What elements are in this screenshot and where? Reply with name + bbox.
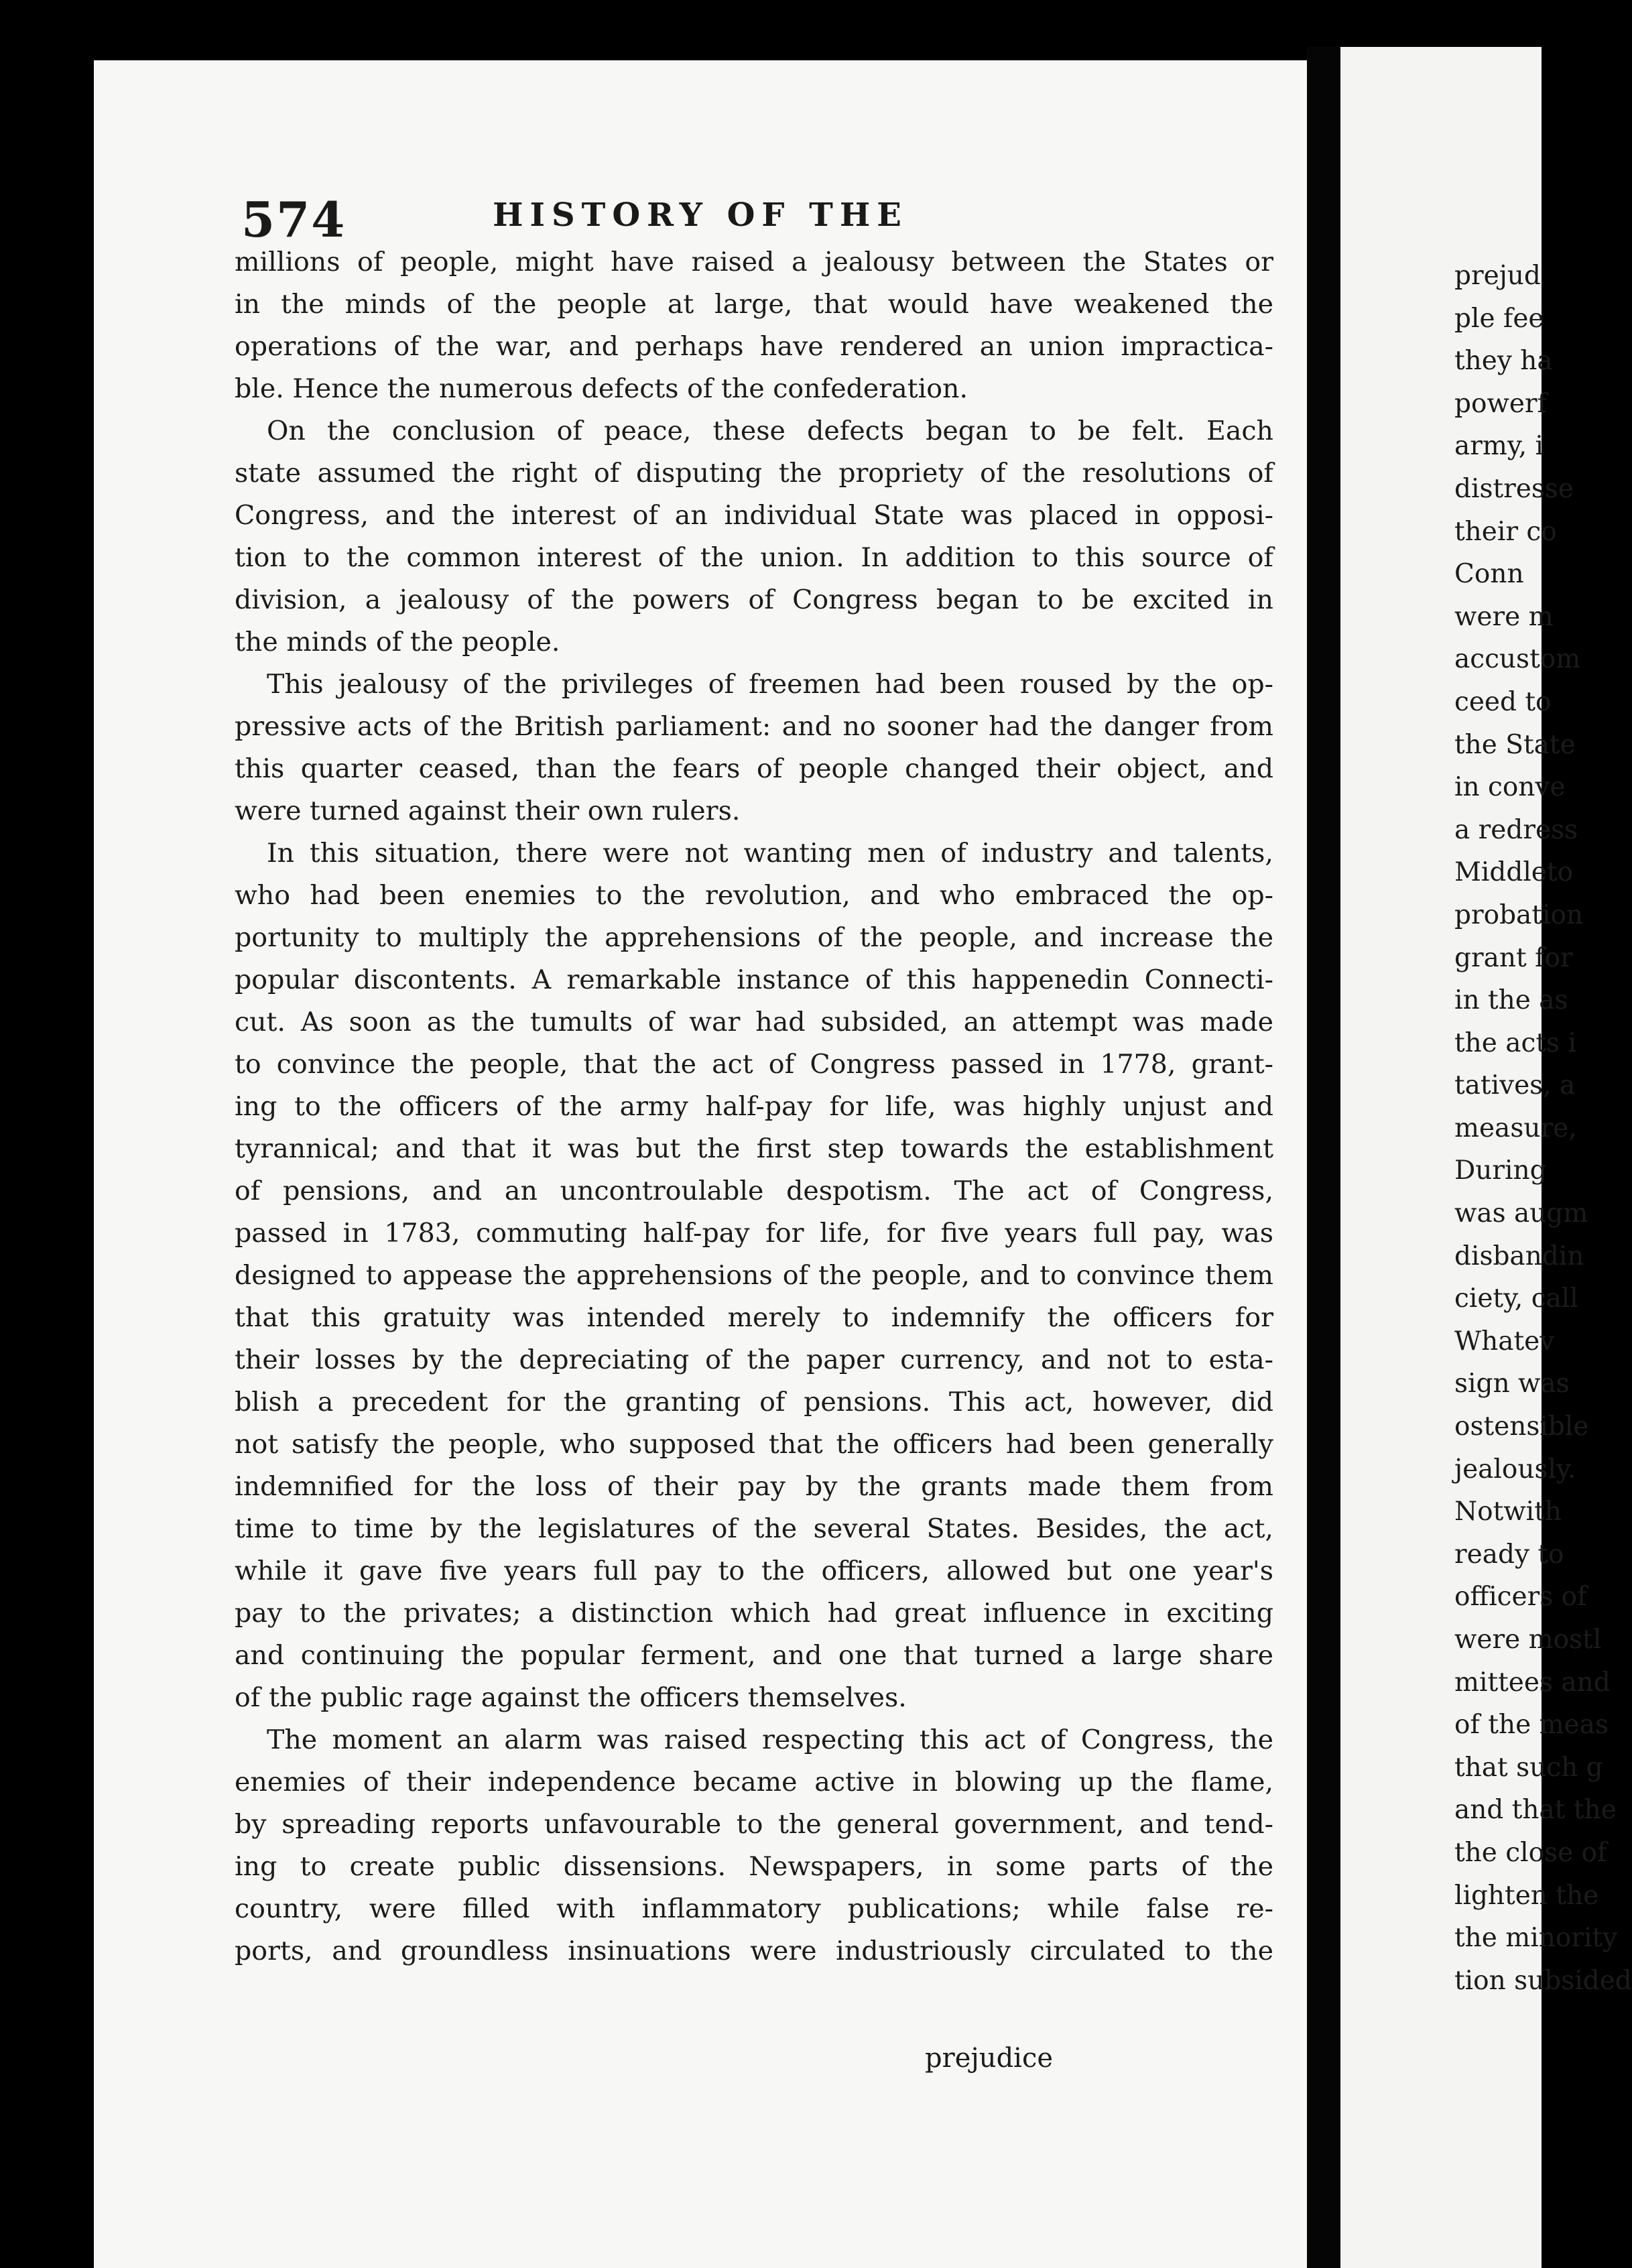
running-head: HISTORY OF THE xyxy=(493,196,908,234)
text-line: millions of people, might have raised a jealousy between the States or xyxy=(235,247,1273,277)
text-line: time to time by the legislatures of the several States. Besides, the act, xyxy=(235,1513,1273,1544)
facing-page-line: mittees and xyxy=(1454,1667,1611,1698)
facing-page-line: ple fee xyxy=(1454,303,1544,334)
facing-page-line: tion subsided xyxy=(1454,1965,1632,1996)
text-line: in the minds of the people at large, that would have weakened the xyxy=(235,289,1273,320)
text-line: blish a precedent for the granting of pensions. This act, however, did xyxy=(235,1387,1273,1418)
facing-page-line: measure, xyxy=(1454,1113,1577,1143)
text-line: portunity to multiply the apprehensions of the people, and increase the xyxy=(235,922,1273,953)
text-line: indemnified for the loss of their pay by the grants made them from xyxy=(235,1471,1273,1502)
facing-page-line: in the as xyxy=(1454,985,1568,1016)
facing-page-line: prejud xyxy=(1454,261,1541,291)
text-line: ing to the officers of the army half-pay for life, was highly unjust and xyxy=(235,1091,1273,1122)
facing-page-line: Middleto xyxy=(1454,857,1574,888)
text-line: division, a jealousy of the powers of Congress began to be excited in xyxy=(235,584,1273,615)
text-line: tyrannical; and that it was but the first step towards the establishment xyxy=(235,1133,1273,1164)
text-line: who had been enemies to the revolution, and who embraced the op- xyxy=(235,880,1273,911)
text-line: were turned against their own rulers. xyxy=(235,796,741,826)
facing-page-line: probation xyxy=(1454,899,1584,930)
text-line: and continuing the popular ferment, and one that turned a large share xyxy=(235,1640,1273,1671)
facing-page-line: were mostl xyxy=(1454,1625,1602,1655)
text-line: Congress, and the interest of an individual State was placed in opposi- xyxy=(235,500,1273,531)
text-line: country, were filled with inflammatory publications; while false re- xyxy=(235,1893,1273,1924)
right-page-text xyxy=(1454,255,1632,2002)
text-line: This jealousy of the privileges of freemen had been roused by the op- xyxy=(267,669,1273,700)
text-line: while it gave five years full pay to the officers, allowed but one year's xyxy=(235,1556,1273,1586)
facing-page-line: disbandin xyxy=(1454,1241,1584,1271)
book-gutter xyxy=(1307,47,1340,2268)
facing-page-line: their co xyxy=(1454,516,1557,547)
facing-page-line: were m xyxy=(1454,601,1554,632)
facing-page-line: army, i xyxy=(1454,431,1544,462)
facing-page-line: a redress xyxy=(1454,814,1578,845)
text-line: of the public rage against the officers themselves. xyxy=(235,1682,907,1713)
text-line: cut. As soon as the tumults of war had subsided, an attempt was made xyxy=(235,1007,1273,1037)
facing-page-line: and that the xyxy=(1454,1795,1617,1826)
facing-page-line: the acts i xyxy=(1454,1027,1576,1058)
facing-page-line: tatives, a xyxy=(1454,1070,1576,1101)
facing-page-line: During xyxy=(1454,1155,1547,1186)
text-line: to convince the people, that the act of Congress passed in 1778, grant- xyxy=(235,1049,1273,1080)
text-line: popular discontents. A remarkable instance of this happenedin Connecti- xyxy=(235,964,1273,995)
facing-page-line: ready to xyxy=(1454,1539,1564,1570)
text-line: the minds of the people. xyxy=(235,627,560,657)
facing-page-line: powerf xyxy=(1454,388,1547,419)
text-line: this quarter ceased, than the fears of people changed their object, and xyxy=(235,753,1273,784)
text-line: passed in 1783, commuting half-pay for life, for five years full pay, was xyxy=(235,1218,1273,1249)
facing-page-line: officers of xyxy=(1454,1582,1587,1613)
facing-page-line: ostensible xyxy=(1454,1411,1589,1442)
facing-page-line: the close of xyxy=(1454,1837,1607,1868)
facing-page-line: distresse xyxy=(1454,473,1574,504)
facing-page-line: grant for xyxy=(1454,942,1573,973)
facing-page-line: of the meas xyxy=(1454,1710,1609,1741)
text-line: ports, and groundless insinuations were industriously circulated to the xyxy=(235,1936,1273,1966)
facing-page-line: in conve xyxy=(1454,772,1566,803)
text-line: not satisfy the people, who supposed that the officers had been generally xyxy=(235,1429,1273,1460)
page-number: 574 xyxy=(241,191,347,248)
text-line: ble. Hence the numerous defects of the confederation. xyxy=(235,373,968,404)
text-line: their losses by the depreciating of the paper currency, and not to esta- xyxy=(235,1344,1273,1375)
text-line: by spreading reports unfavourable to the general government, and tend- xyxy=(235,1809,1273,1840)
text-line: In this situation, there were not wanting men of industry and talents, xyxy=(267,838,1273,869)
text-line: On the conclusion of peace, these defects began to be felt. Each xyxy=(267,416,1273,446)
facing-page-line: Conn xyxy=(1454,559,1524,590)
text-line: of pensions, and an uncontroulable despotism. The act of Congress, xyxy=(235,1176,1273,1206)
text-line: pay to the privates; a distinction which had great influence in exciting xyxy=(235,1598,1273,1629)
text-line: tion to the common interest of the union. In addition to this source of xyxy=(235,542,1273,573)
facing-page-line: lighten the xyxy=(1454,1880,1599,1911)
facing-page-line: was augm xyxy=(1454,1198,1588,1229)
facing-page-line: the State xyxy=(1454,729,1576,760)
facing-page-line: the minority xyxy=(1454,1923,1618,1954)
text-line: designed to appease the apprehensions of the people, and to convince them xyxy=(235,1260,1273,1291)
facing-page-line: ciety, call xyxy=(1454,1283,1578,1314)
facing-page-line: that such g xyxy=(1454,1752,1603,1783)
body-text xyxy=(235,241,1273,1972)
catchword: prejudice xyxy=(925,2043,1054,2074)
facing-page-line: jealously. xyxy=(1454,1454,1576,1485)
text-line: state assumed the right of disputing the propriety of the resolutions of xyxy=(235,458,1273,489)
text-line: ing to create public dissensions. Newspapers, in some parts of the xyxy=(235,1851,1273,1882)
facing-page-line: Notwith xyxy=(1454,1497,1562,1527)
text-line: The moment an alarm was raised respecting this act of Congress, the xyxy=(267,1724,1273,1755)
facing-page-line: accustom xyxy=(1454,644,1581,675)
text-line: operations of the war, and perhaps have rendered an union impractica- xyxy=(235,331,1273,362)
left-page xyxy=(94,60,1307,2268)
text-line: pressive acts of the British parliament: and no sooner had the danger from xyxy=(235,711,1273,742)
text-line: enemies of their independence became active in blowing up the flame, xyxy=(235,1767,1273,1798)
facing-page-line: sign was xyxy=(1454,1369,1570,1399)
facing-page-line: ceed to xyxy=(1454,686,1552,717)
facing-page-line: they ha xyxy=(1454,346,1553,377)
facing-page-line: Whatev xyxy=(1454,1326,1555,1357)
text-line: that this gratuity was intended merely to indemnify the officers for xyxy=(235,1302,1273,1333)
